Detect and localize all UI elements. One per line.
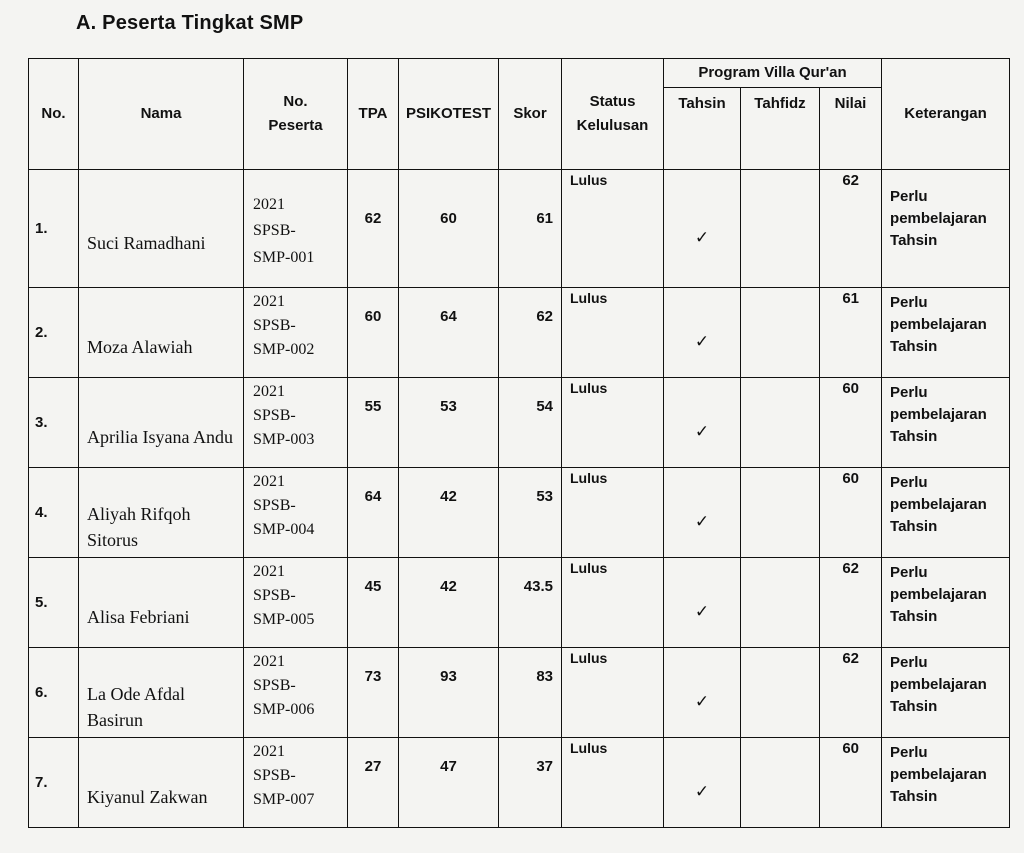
tpa-score: 27 — [348, 738, 399, 828]
row-number: 5. — [29, 558, 79, 648]
row-number: 7. — [29, 738, 79, 828]
row-number: 3. — [29, 378, 79, 468]
table-body — [29, 170, 1010, 828]
header-no: No. — [29, 59, 79, 170]
participant-id — [244, 468, 348, 558]
participant-id-line: SPSB- — [253, 317, 296, 334]
row-number: 2. — [29, 288, 79, 378]
participants-table — [28, 58, 1010, 828]
tahfidz-cell — [741, 648, 820, 738]
nilai-value: 60 — [820, 378, 882, 468]
participant-id-line: 2021 — [253, 653, 285, 670]
participant-name: La Ode Afdal Basirun — [79, 648, 244, 738]
table-row — [29, 468, 1010, 558]
table-row — [29, 288, 1010, 378]
table-row — [29, 648, 1010, 738]
skor-value: 54 — [499, 378, 562, 468]
participant-id-line: 2021 — [253, 196, 285, 213]
table-row — [29, 558, 1010, 648]
row-number: 1. — [29, 170, 79, 288]
participant-id-line: 2021 — [253, 473, 285, 490]
tpa-score: 64 — [348, 468, 399, 558]
participant-id-line: SMP-006 — [253, 701, 315, 718]
participant-id-line: SMP-004 — [253, 521, 315, 538]
header-tpa: TPA — [348, 59, 399, 170]
header-status-line2: Kelulusan — [576, 117, 649, 134]
row-number: 4. — [29, 468, 79, 558]
participant-id-line: SMP-005 — [253, 611, 315, 628]
participant-name: Aliyah Rifqoh Sitorus — [79, 468, 244, 558]
keterangan-text-line: Perlu — [890, 654, 928, 671]
participant-name: Moza Alawiah — [79, 288, 244, 378]
tahsin-check: ✓ — [664, 648, 741, 738]
participant-name: Suci Ramadhani — [79, 170, 244, 288]
tahsin-check: ✓ — [664, 468, 741, 558]
header-status — [562, 59, 664, 170]
table-row — [29, 170, 1010, 288]
keterangan-text-line: pembelajaran — [890, 209, 987, 227]
skor-value: 43.5 — [499, 558, 562, 648]
keterangan-text-line: pembelajaran — [890, 315, 987, 333]
participant-id — [244, 558, 348, 648]
participant-id — [244, 170, 348, 288]
tahsin-check: ✓ — [664, 378, 741, 468]
participant-id-line: SPSB- — [253, 587, 296, 604]
keterangan-text-line: Perlu — [890, 564, 928, 581]
keterangan-text — [882, 288, 1010, 378]
keterangan-text-line: pembelajaran — [890, 765, 987, 783]
header-no-peserta — [244, 59, 348, 170]
skor-value: 83 — [499, 648, 562, 738]
keterangan-text-line: Perlu — [890, 188, 928, 205]
tahsin-check: ✓ — [664, 170, 741, 288]
participant-id-line: SMP-002 — [253, 341, 315, 358]
keterangan-text-line: Perlu — [890, 474, 928, 491]
keterangan-text — [882, 468, 1010, 558]
participant-name: Aprilia Isyana Andu — [79, 378, 244, 468]
tpa-score: 73 — [348, 648, 399, 738]
skor-value: 53 — [499, 468, 562, 558]
psikotest-score: 53 — [399, 378, 499, 468]
participant-id — [244, 648, 348, 738]
participant-id-line: 2021 — [253, 293, 285, 310]
header-no-peserta-line1: No. — [283, 93, 308, 110]
psikotest-score: 42 — [399, 558, 499, 648]
tahfidz-cell — [741, 738, 820, 828]
status-kelulusan: Lulus — [562, 738, 664, 828]
nilai-value: 60 — [820, 738, 882, 828]
keterangan-text-line: Tahsin — [890, 607, 938, 625]
nilai-value: 60 — [820, 468, 882, 558]
keterangan-text — [882, 378, 1010, 468]
header-program: Program Villa Qur'an — [664, 59, 882, 88]
keterangan-text-line: Tahsin — [890, 337, 938, 355]
participant-id-line: SPSB- — [253, 677, 296, 694]
header-nama: Nama — [79, 59, 244, 170]
header-keterangan: Keterangan — [882, 59, 1010, 170]
keterangan-text — [882, 648, 1010, 738]
skor-value: 61 — [499, 170, 562, 288]
table-row — [29, 378, 1010, 468]
participant-id-line: SMP-007 — [253, 791, 315, 808]
status-kelulusan: Lulus — [562, 558, 664, 648]
tpa-score: 55 — [348, 378, 399, 468]
table-header — [29, 59, 1010, 170]
tahfidz-cell — [741, 558, 820, 648]
header-status-line1: Status — [589, 93, 636, 110]
page-title: A. Peserta Tingkat SMP — [76, 12, 304, 34]
tahfidz-cell — [741, 170, 820, 288]
participant-id-line: SPSB- — [253, 407, 296, 424]
tpa-score: 60 — [348, 288, 399, 378]
header-nilai: Nilai — [820, 88, 882, 170]
table-row — [29, 738, 1010, 828]
status-kelulusan: Lulus — [562, 648, 664, 738]
keterangan-text-line: pembelajaran — [890, 675, 987, 693]
keterangan-text-line: pembelajaran — [890, 585, 987, 603]
participant-id-line: SPSB- — [253, 222, 296, 240]
participant-id-line: 2021 — [253, 563, 285, 580]
participant-id-line: SMP-003 — [253, 431, 315, 448]
keterangan-text-line: Tahsin — [890, 231, 938, 249]
participant-id — [244, 738, 348, 828]
row-number: 6. — [29, 648, 79, 738]
participant-name: Kiyanul Zakwan — [79, 738, 244, 828]
skor-value: 37 — [499, 738, 562, 828]
header-no-peserta-line2: Peserta — [268, 117, 323, 134]
participant-id — [244, 378, 348, 468]
participant-id-line: 2021 — [253, 743, 285, 760]
tahfidz-cell — [741, 468, 820, 558]
status-kelulusan: Lulus — [562, 170, 664, 288]
keterangan-text-line: Perlu — [890, 744, 928, 761]
keterangan-text-line: Tahsin — [890, 787, 938, 805]
nilai-value: 61 — [820, 288, 882, 378]
psikotest-score: 93 — [399, 648, 499, 738]
participant-id-line: SPSB- — [253, 767, 296, 784]
tahsin-check: ✓ — [664, 288, 741, 378]
tpa-score: 45 — [348, 558, 399, 648]
keterangan-text-line: Tahsin — [890, 427, 938, 445]
keterangan-text — [882, 738, 1010, 828]
psikotest-score: 60 — [399, 170, 499, 288]
keterangan-text-line: Tahsin — [890, 697, 938, 715]
header-tahfidz: Tahfidz — [741, 88, 820, 170]
tpa-score: 62 — [348, 170, 399, 288]
tahfidz-cell — [741, 288, 820, 378]
participant-id-line: 2021 — [253, 383, 285, 400]
tahsin-check: ✓ — [664, 738, 741, 828]
psikotest-score: 47 — [399, 738, 499, 828]
keterangan-text — [882, 170, 1010, 288]
status-kelulusan: Lulus — [562, 468, 664, 558]
keterangan-text — [882, 558, 1010, 648]
keterangan-text-line: Perlu — [890, 384, 928, 401]
skor-value: 62 — [499, 288, 562, 378]
participant-id-line: SMP-001 — [253, 248, 315, 266]
header-tahsin: Tahsin — [664, 88, 741, 170]
psikotest-score: 64 — [399, 288, 499, 378]
nilai-value: 62 — [820, 170, 882, 288]
tahsin-check: ✓ — [664, 558, 741, 648]
keterangan-text-line: Tahsin — [890, 517, 938, 535]
header-psikotest: PSIKOTEST — [399, 59, 499, 170]
keterangan-text-line: pembelajaran — [890, 405, 987, 423]
participant-id-line: SPSB- — [253, 497, 296, 514]
keterangan-text-line: Perlu — [890, 294, 928, 311]
keterangan-text-line: pembelajaran — [890, 495, 987, 513]
nilai-value: 62 — [820, 558, 882, 648]
status-kelulusan: Lulus — [562, 378, 664, 468]
nilai-value: 62 — [820, 648, 882, 738]
psikotest-score: 42 — [399, 468, 499, 558]
header-skor: Skor — [499, 59, 562, 170]
tahfidz-cell — [741, 378, 820, 468]
participant-name: Alisa Febriani — [79, 558, 244, 648]
status-kelulusan: Lulus — [562, 288, 664, 378]
participant-id — [244, 288, 348, 378]
